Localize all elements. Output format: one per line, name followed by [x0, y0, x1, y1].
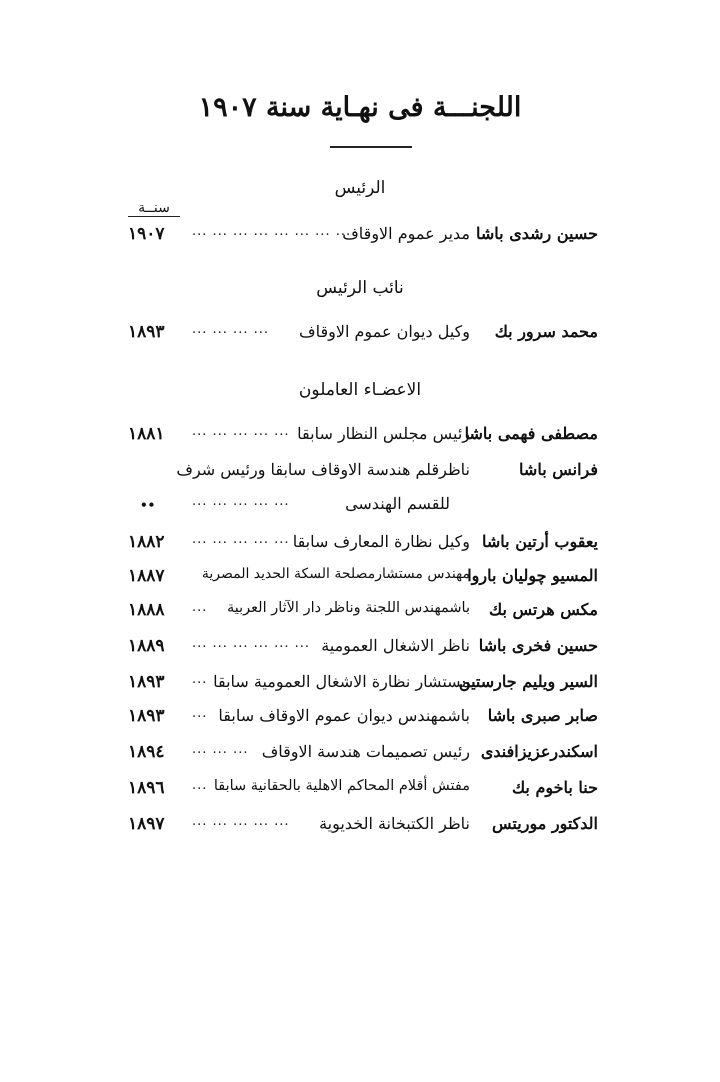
member-row	[0, 532, 720, 562]
member-year: ١٨٩٤	[128, 742, 165, 762]
member-row	[0, 814, 720, 844]
member-year: ١٨٨٧	[128, 566, 165, 586]
member-year: ١٨٨٨	[128, 600, 165, 620]
member-year: ١٨٩٧	[128, 814, 165, 834]
leader-dots: ... ... ... ... ...	[192, 814, 290, 829]
member-role: للقسم الهندسى	[345, 494, 450, 513]
member-year: ١٨٨٩	[128, 636, 165, 656]
vice-president-row	[0, 322, 720, 352]
section-heading-president: الرئيس	[334, 178, 386, 198]
member-row	[0, 460, 720, 490]
member-year: ١٨٩٦	[128, 778, 165, 798]
member-year: ١٨٩٣	[128, 706, 165, 726]
leader-dots: ... ... ... ... ... ... ... ...	[192, 224, 352, 239]
member-role: باشمهندس ديوان عموم الاوقاف سابقا	[218, 706, 470, 725]
member-row	[0, 706, 720, 736]
title-rule	[330, 146, 412, 148]
member-name: حسين رشدى باشا	[476, 224, 598, 243]
member-name: اسكندرعزيزافندى	[480, 742, 598, 761]
member-role: مدير عموم الاوقاف	[342, 224, 470, 243]
member-year: ١٩٠٧	[128, 224, 165, 244]
leader-dots: ... ... ... ... ... ...	[192, 636, 311, 651]
member-role: رئيس مجلس النظار سابقا	[297, 424, 470, 443]
member-role: ناظر الاشغال العمومية	[321, 636, 470, 655]
member-year: ١٨٩٣	[128, 322, 165, 342]
member-role: وكيل نظارة المعارف سابقا	[292, 532, 470, 551]
member-row	[0, 742, 720, 772]
member-year: ١٨٨٢	[128, 532, 165, 552]
member-role: رئيس تصميمات هندسة الاوقاف	[261, 742, 470, 761]
section-heading-active-members: الاعضـاء العاملون	[298, 380, 422, 400]
member-name: مكس هرتس بك	[489, 600, 598, 619]
member-name: السير ويليم جارستين	[458, 672, 598, 691]
member-role: مستشار نظارة الاشغال العمومية سابقا	[213, 672, 470, 691]
leader-dots: ...	[192, 778, 208, 793]
member-name: حسين فخرى باشا	[478, 636, 598, 655]
member-row	[0, 636, 720, 666]
member-year: ••	[140, 498, 156, 512]
section-heading-vice-president: نائب الرئيس	[316, 278, 404, 298]
member-row	[0, 672, 720, 702]
leader-dots: ... ... ... ...	[192, 322, 269, 337]
member-year: ١٨٩٣	[128, 672, 165, 692]
leader-dots: ... ... ... ... ...	[192, 494, 290, 509]
leader-dots: ...	[192, 600, 208, 615]
member-role: مفتش أقلام المحاكم الاهلية بالحقانية سابقا	[213, 778, 470, 794]
member-name: محمد سرور بك	[494, 322, 598, 341]
member-name: حنا باخوم بك	[511, 778, 598, 797]
member-name: فرانس باشا	[519, 460, 598, 479]
member-name: الدكتور موريتس	[492, 814, 598, 833]
member-row	[0, 600, 720, 630]
leader-dots: ... ... ... ... ...	[192, 424, 290, 439]
leader-dots: ... ... ... ... ...	[192, 532, 290, 547]
member-role: ناظر الكتبخانة الخديوية	[319, 814, 470, 833]
member-name: المسيو چوليان باروا	[467, 566, 598, 585]
member-year: ١٨٨١	[128, 424, 165, 444]
member-row	[0, 424, 720, 454]
leader-dots: ... ... ...	[192, 742, 249, 757]
member-row	[0, 778, 720, 808]
member-role: وكيل ديوان عموم الاوقاف	[299, 322, 470, 341]
member-row	[0, 566, 720, 596]
member-role: مهندس مستشارمصلحة السكة الحديد المصرية	[201, 566, 470, 582]
member-name: مصطفى فهمى باشا	[464, 424, 598, 443]
member-name: صابر صبرى باشا	[487, 706, 598, 725]
page-title: اللجنـــة فى نهـاية سنة ١٩٠٧	[198, 92, 522, 123]
member-role: باشمهندس اللجنة وناظر دار الآثار العربية	[226, 600, 470, 616]
member-name: يعقوب أرتين باشا	[482, 532, 598, 551]
member-role: ناظرقلم هندسة الاوقاف سابقا ورئيس شرف	[176, 460, 470, 479]
leader-dots: ...	[192, 706, 208, 721]
leader-dots: ...	[192, 672, 208, 687]
president-row	[0, 224, 720, 254]
member-row-continuation	[0, 494, 720, 524]
year-column-caption: سنــة	[128, 202, 180, 217]
